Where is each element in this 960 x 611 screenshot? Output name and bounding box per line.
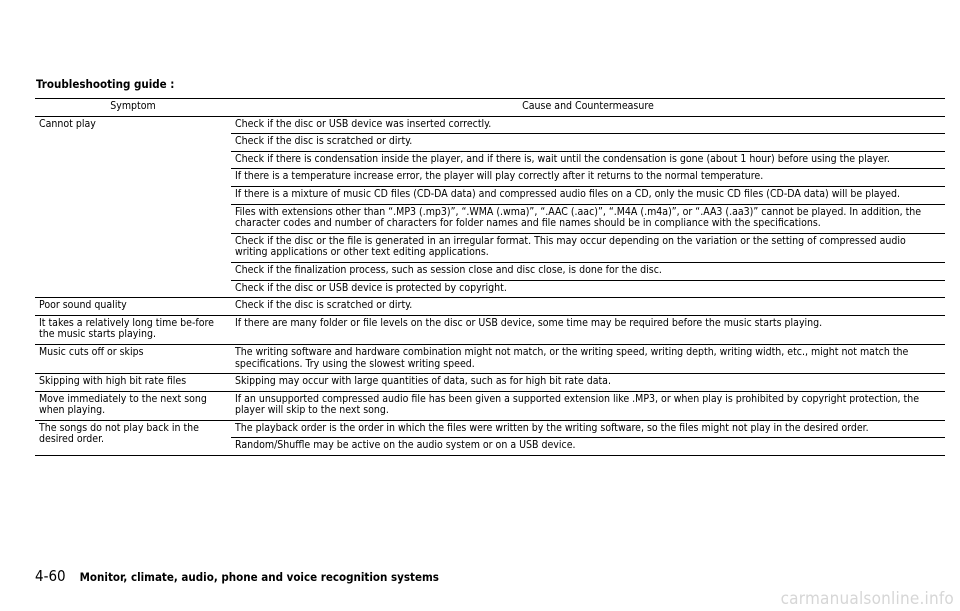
table-row (35, 315, 945, 344)
table-row (35, 344, 945, 373)
symptom-cell: Music cuts off or skips (35, 344, 231, 373)
symptom-cell: The songs do not play back in the desired order. (35, 420, 231, 455)
chapter-title: Monitor, climate, audio, phone and voice recognition systems (79, 570, 439, 584)
troubleshooting-table (35, 98, 945, 456)
cause-cell: If an unsupported compressed audio file has been given a supported extension like .MP3, or when play is prohibited by copyright protection, the player will skip to the next song. (231, 391, 945, 420)
cause-cell: If there is a temperature increase error, the player will play correctly after it returns to the normal temperature. (231, 169, 945, 187)
cause-cell: Check if the disc is scratched or dirty. (231, 134, 945, 152)
cause-header: Cause and Countermeasure (231, 99, 945, 117)
symptom-cell: Cannot play (35, 116, 231, 298)
cause-cell: Skipping may occur with large quantities of data, such as for high bit rate data. (231, 374, 945, 392)
table-header-row (35, 99, 945, 117)
cause-cell: Files with extensions other than “.MP3 (.mp3)”, “.WMA (.wma)”, “.AAC (.aac)”, “.M4A (.m4a)”, or “.AA3 (.aa3)” cannot be played. In addition, the character codes and number of characters for folder names and file names should be in compliance with the specifications. (231, 204, 945, 233)
cause-cell: Check if the disc is scratched or dirty. (231, 298, 945, 316)
table-row (35, 298, 945, 316)
page-footer (35, 567, 439, 587)
cause-cell: If there are many folder or file levels on the disc or USB device, some time may be required before the music starts playing. (231, 315, 945, 344)
table-row (35, 116, 945, 134)
cause-cell: The playback order is the order in which the files were written by the writing software, so the files might not play in the desired order. (231, 420, 945, 438)
symptom-cell: Skipping with high bit rate files (35, 374, 231, 392)
cause-cell: The writing software and hardware combination might not match, or the writing speed, writing depth, writing width, etc., might not match the specifications. Try using the slowest writing speed. (231, 344, 945, 373)
symptom-cell: Poor sound quality (35, 298, 231, 316)
table-row (35, 374, 945, 392)
watermark: carmanualsonline.info (780, 589, 954, 609)
cause-cell: Random/Shuffle may be active on the audio system or on a USB device. (231, 438, 945, 456)
page-number: 4-60 (35, 567, 66, 585)
cause-cell: Check if the disc or the file is generated in an irregular format. This may occur depending on the variation or the setting of compressed audio writing applications or other text editing applications. (231, 233, 945, 262)
cause-cell: Check if the disc or USB device is protected by copyright. (231, 280, 945, 298)
cause-cell: Check if there is condensation inside the player, and if there is, wait until the condensation is gone (about 1 hour) before using the player. (231, 151, 945, 169)
cause-cell: If there is a mixture of music CD files (CD-DA data) and compressed audio files on a CD, only the music CD files (CD-DA data) will be played. (231, 186, 945, 204)
cause-cell: Check if the disc or USB device was inserted correctly. (231, 116, 945, 134)
symptom-cell: It takes a relatively long time be-fore the music starts playing. (35, 315, 231, 344)
cause-cell: Check if the finalization process, such as session close and disc close, is done for the disc. (231, 262, 945, 280)
page-title: Troubleshooting guide : (36, 77, 175, 91)
table-row (35, 391, 945, 420)
symptom-cell: Move immediately to the next song when playing. (35, 391, 231, 420)
symptom-header: Symptom (35, 99, 231, 117)
table-row (35, 420, 945, 438)
table-body (35, 116, 945, 455)
